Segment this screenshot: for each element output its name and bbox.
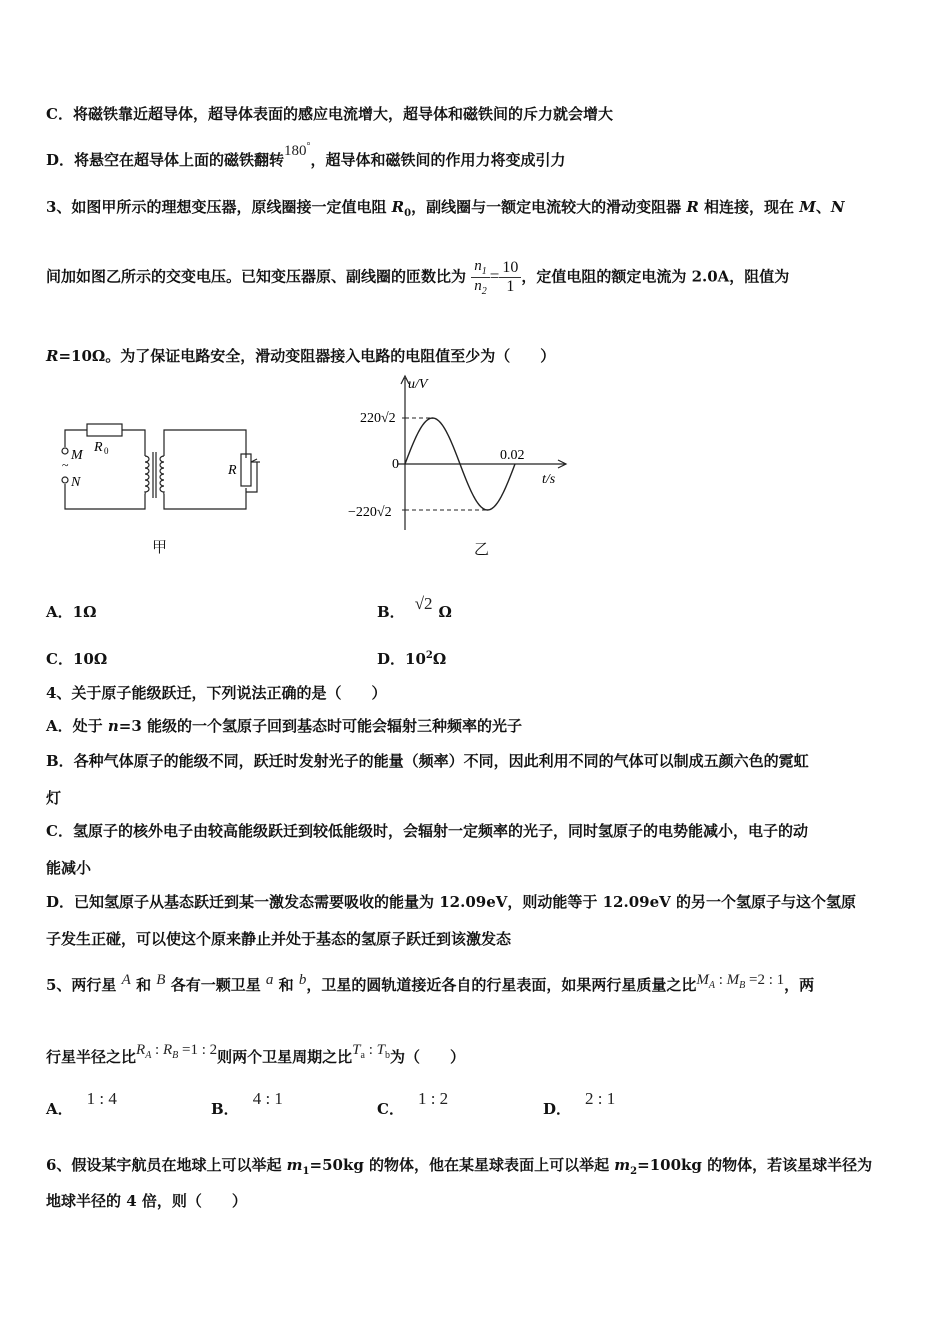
option-d-exponent: 2 [425, 650, 433, 661]
equals-sign: = [489, 266, 500, 286]
q4-option-d-line2: 子发生正碰，可以使这个原来静止并处于基态的氢原子跃迁到该激发态 [46, 930, 512, 948]
q2-option-d [46, 141, 566, 170]
voltage-time-graph [340, 372, 580, 532]
m-symbol: M [799, 198, 816, 216]
figure-caption-jia: 甲 [152, 538, 168, 556]
option-d-unit: Ω [432, 650, 447, 668]
option-value: 1 : 2 [417, 1089, 449, 1108]
n2-subscript: 2 [481, 286, 487, 297]
q5-text: 各有一颗卫星 [165, 976, 266, 994]
satellite-a: a [265, 972, 274, 988]
period-sub-b: b [384, 1050, 390, 1061]
q6-stem-line2: 地球半径的 4 倍，则（ ） [46, 1192, 247, 1210]
label-r0: R [94, 440, 103, 455]
q3-text: =10Ω。为了保证电路安全，滑动变阻器接入电路的电阻值至少为（ ） [58, 347, 556, 365]
radius-sub-b: B [172, 1050, 179, 1061]
circuit-wire [164, 430, 246, 458]
label-n: N [71, 475, 81, 490]
m2-subscript: 2 [630, 1166, 638, 1177]
q4-option-c-line2: 能减小 [46, 859, 92, 877]
rheostat-resistor [241, 454, 251, 486]
y-axis-label: u/V [408, 377, 428, 392]
circuit-wire [164, 488, 246, 509]
q5-option-b [211, 1089, 283, 1119]
angle-number: 180 [284, 143, 307, 159]
radius-r: R [136, 1042, 146, 1058]
r0-subscript: 0 [404, 208, 412, 219]
option-value: 2 : 1 [585, 1089, 616, 1108]
mass-ratio [696, 972, 785, 991]
q3-text: 相连接，现在 [698, 198, 800, 216]
q3-text: 3、如图甲所示的理想变压器，原线圈接一定值电阻 [46, 198, 392, 216]
q3-text: 、 [815, 198, 831, 216]
q3-stem-line2 [46, 258, 789, 297]
q5-text: ，卫星的圆轨道接近各自的行星表面，如果两行星质量之比 [306, 976, 697, 994]
option-value: 4 : 1 [252, 1089, 283, 1108]
satellite-b: b [298, 972, 307, 988]
ac-source-symbol: ~ [62, 458, 69, 472]
m2-symbol: m [614, 1156, 631, 1174]
option-label: D． [543, 1100, 572, 1118]
q3-option-c: C．10Ω [46, 650, 108, 668]
y-max-label: 220√2 [360, 411, 396, 426]
q5-stem-line2 [46, 1042, 465, 1069]
option-label: C． [377, 1100, 404, 1118]
q5-text: 和 [273, 976, 299, 994]
q4-text: A．处于 [46, 717, 108, 735]
option-d-text: D．10 [377, 650, 426, 668]
q5-option-a [46, 1089, 117, 1119]
q4-option-b-line2: 灯 [46, 789, 62, 807]
m1-symbol: m [286, 1156, 303, 1174]
transformer-circuit-diagram [50, 412, 260, 522]
option-b-unit: Ω [438, 603, 452, 621]
q4-option-b-line1: B．各种气体原子的能级不同，跃迁时发射光子的能量（频率）不同，因此利用不同的气体可以制成五颜六色的霓虹 [46, 752, 809, 770]
secondary-coil [160, 456, 164, 494]
q3-text: 间加如图乙所示的交变电压。已知变压器原、副线圈的匝数比为 [46, 267, 467, 286]
m1-subscript: 1 [302, 1166, 310, 1177]
n2-symbol: n [474, 278, 482, 294]
q4-option-c-line1: C．氢原子的核外电子由较高能级跃迁到较低能级时，会辐射一定频率的光子，同时氢原子的电势能减小，电子的动 [46, 822, 808, 840]
radius-sub-a: A [145, 1050, 152, 1061]
r0-resistor [87, 424, 122, 436]
q2-option-d-text-a: D．将悬空在超导体上面的磁铁翻转 [46, 151, 285, 169]
turns-ratio-denominator [471, 278, 490, 297]
q3-text: ，副线圈与一额定电流较大的滑动变阻器 [411, 198, 687, 216]
mass-m: M [696, 972, 709, 988]
period-sub-a: a [360, 1050, 365, 1061]
planet-b: B [156, 972, 166, 988]
q3-option-a: A．1Ω [46, 603, 97, 621]
mass-m: M [726, 972, 740, 988]
ratio-value-fraction [499, 259, 521, 296]
ratio-value-numerator: 10 [499, 259, 521, 278]
period-ratio [352, 1042, 390, 1061]
q6-stem-line1 [46, 1154, 872, 1177]
mass-sub-b: B [739, 980, 746, 991]
q5-option-d [543, 1089, 616, 1119]
radius-ratio [136, 1042, 218, 1061]
figure-caption-yi: 乙 [474, 540, 490, 558]
period-t: T [352, 1042, 361, 1058]
q5-text: 和 [130, 976, 157, 994]
ratio-colon: : [151, 1042, 163, 1058]
q4-option-d-line1: D．已知氢原子从基态跃迁到某一激发态需要吸收的能量为 12.09eV，则动能等于 12.09eV 的另一个氢原子与这个氢原 [46, 893, 856, 911]
terminal-m [62, 448, 68, 454]
q3-stem-line3 [46, 345, 555, 366]
n-symbol: N [830, 198, 845, 216]
turns-ratio-fraction [471, 258, 490, 297]
q2-option-c: C．将磁铁靠近超导体，超导体表面的感应电流增大，超导体和磁铁间的斥力就会增大 [46, 105, 613, 123]
mass-ratio-value: =2 : 1 [745, 972, 785, 988]
q3-option-d [377, 648, 446, 669]
q4-text: =3 能级的一个氢原子回到基态时可能会辐射三种频率的光子 [118, 717, 523, 735]
planet-a: A [121, 972, 131, 988]
radius-r: R [162, 1042, 173, 1058]
q3-stem-line1 [46, 196, 845, 219]
ratio-value-denominator: 1 [506, 278, 515, 295]
q6-text: =100kg 的物体，若该星球半径为 [637, 1156, 873, 1174]
n1-subscript: 1 [481, 266, 487, 277]
label-m: M [71, 448, 83, 463]
origin-label: 0 [392, 457, 399, 472]
circuit-wire [122, 430, 145, 456]
n-symbol: n [107, 717, 119, 735]
q5-stem-line1 [46, 974, 814, 997]
q5-option-c [377, 1089, 449, 1119]
period-t: T [376, 1042, 385, 1058]
option-label: A． [46, 1100, 73, 1118]
y-min-label: −220√2 [348, 505, 392, 520]
ratio-colon: : [715, 972, 727, 988]
label-r0-subscript: 0 [104, 446, 109, 456]
n1-symbol: n [474, 258, 482, 274]
q4-stem: 4、关于原子能级跃迁，下列说法正确的是（ ） [46, 684, 387, 702]
primary-coil [145, 456, 149, 494]
ratio-colon: : [364, 1042, 377, 1058]
option-value: 1 : 4 [86, 1089, 117, 1108]
r0-symbol: R [391, 198, 405, 216]
option-b-label: B． [377, 603, 405, 621]
q3-option-b [377, 594, 452, 622]
mass-sub-a: A [708, 980, 715, 991]
radius-ratio-value: =1 : 2 [178, 1042, 218, 1058]
q5-text: 为（ ） [389, 1048, 465, 1066]
sqrt2-value: √2 [414, 594, 433, 613]
circuit-wire [65, 430, 87, 447]
degree-sign: ° [306, 141, 311, 152]
r-symbol: R [686, 198, 699, 216]
q2-option-d-text-b: ，超导体和磁铁间的作用力将变成引力 [310, 151, 566, 169]
option-label: B． [211, 1100, 239, 1118]
terminal-n [62, 477, 68, 483]
turns-ratio-numerator [471, 258, 490, 278]
q5-text: 则两个卫星周期之比 [217, 1048, 353, 1066]
q5-text: ，两 [784, 976, 815, 994]
q5-text: 5、两行星 [46, 976, 122, 994]
q5-text: 行星半径之比 [46, 1048, 137, 1066]
x-tick-label: 0.02 [500, 448, 525, 463]
q6-text: =50kg 的物体，他在某星球表面上可以举起 [309, 1156, 615, 1174]
r-symbol: R [46, 347, 59, 365]
label-r: R [228, 463, 237, 478]
q3-text: ，定值电阻的额定电流为 2.0A，阻值为 [521, 267, 790, 286]
angle-value [284, 143, 311, 159]
x-axis-label: t/s [542, 472, 556, 487]
q6-text: 6、假设某宇航员在地球上可以举起 [46, 1156, 287, 1174]
q4-option-a [46, 715, 522, 736]
